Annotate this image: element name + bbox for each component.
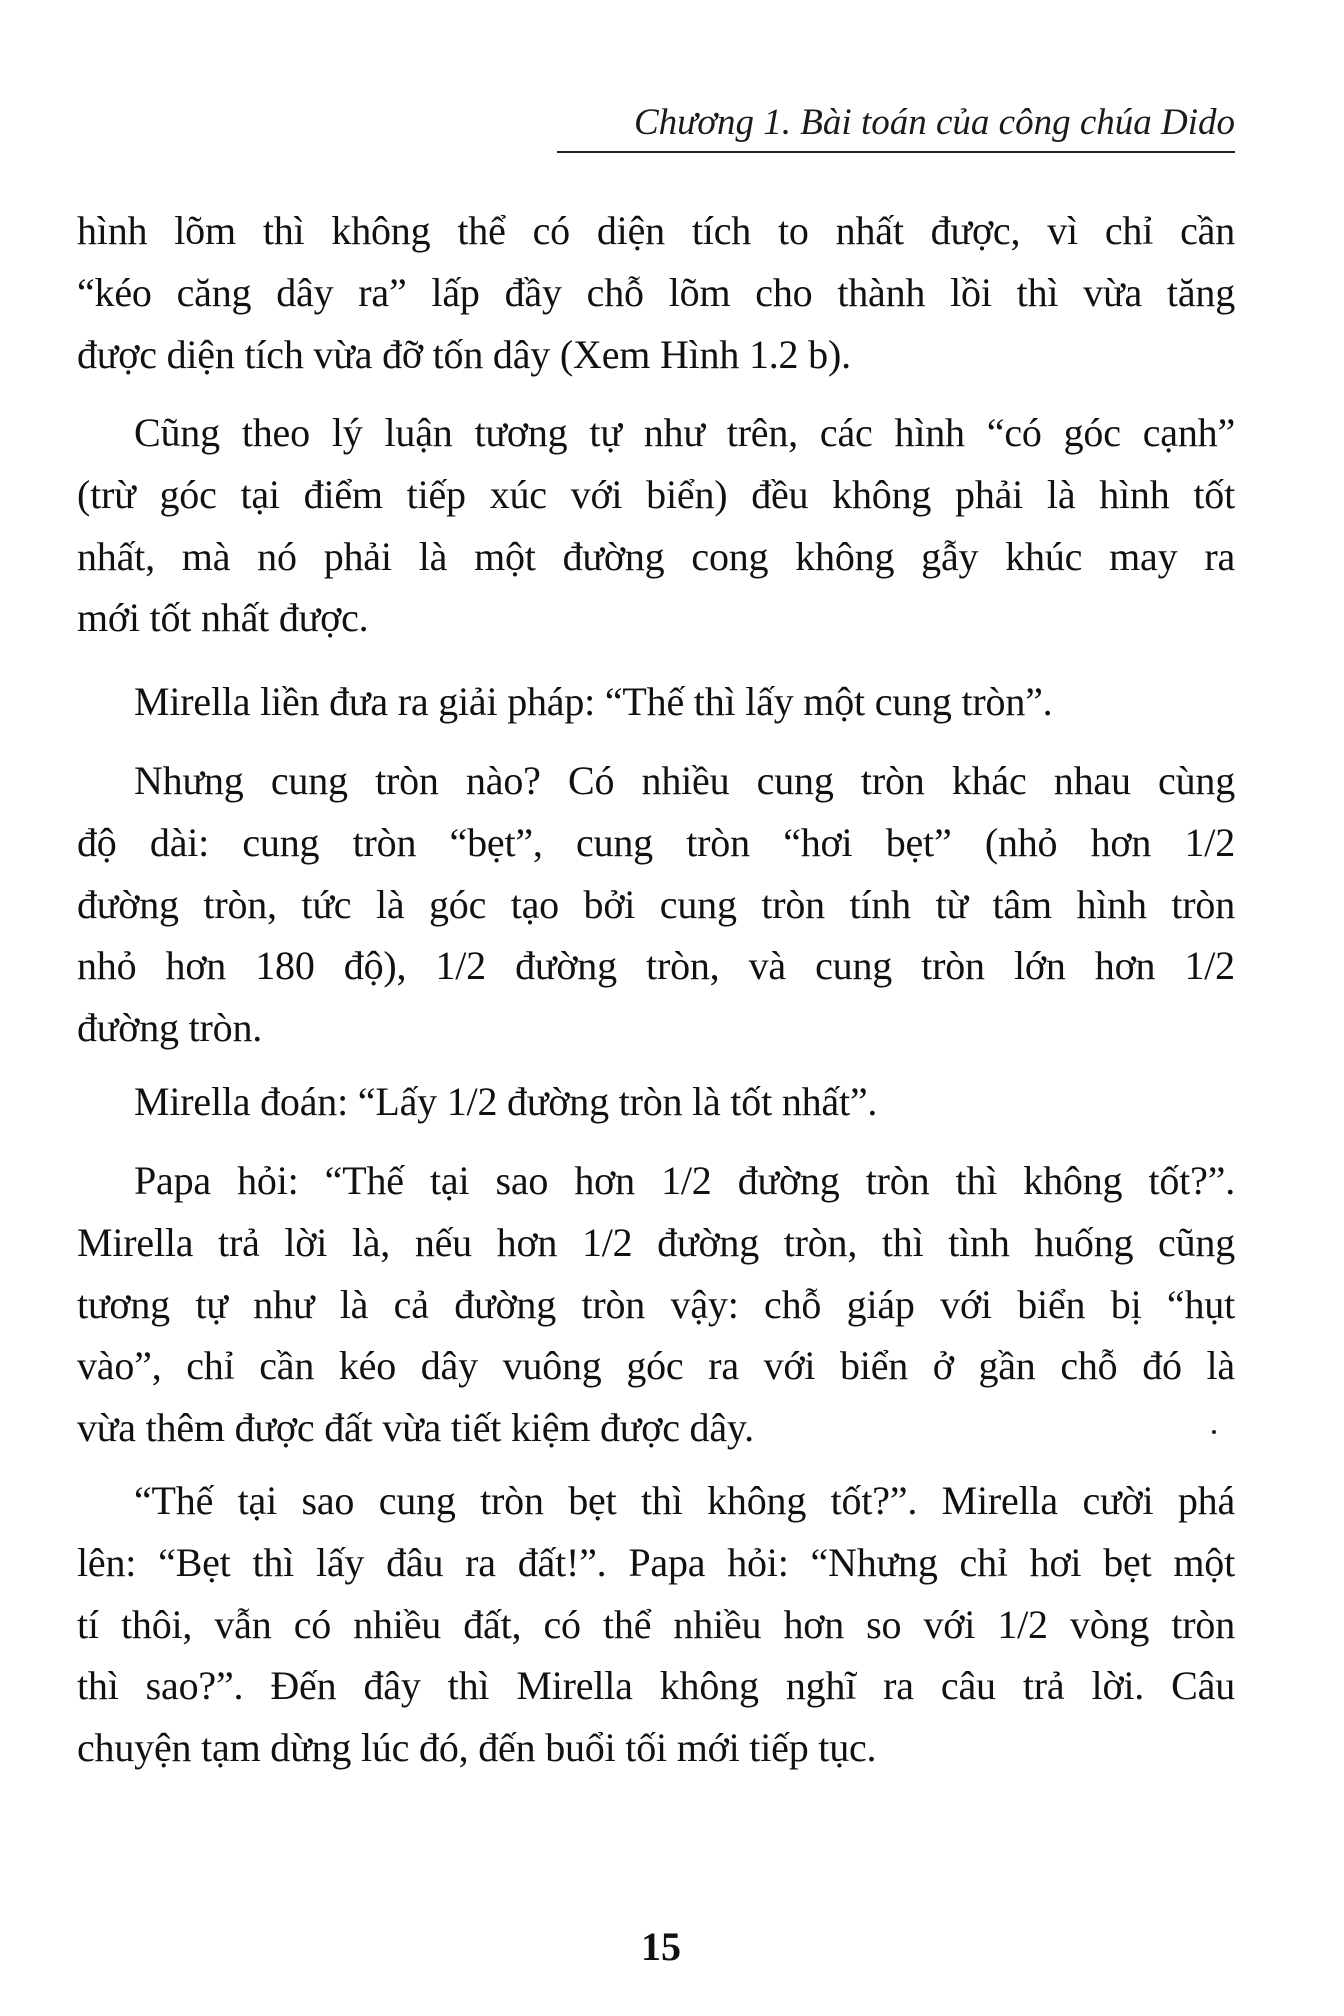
running-header: Chương 1. Bài toán của công chúa Dido: [633, 102, 1235, 143]
text-line: hình lõm thì không thể có diện tích to nhất được, vì chỉ cần: [77, 208, 1235, 253]
text-line: thì sao?”. Đến đây thì Mirella không nghĩ ra câu trả lời. Câu: [77, 1663, 1235, 1709]
paragraph: [77, 1150, 1235, 1459]
paragraph: [77, 200, 1235, 385]
paragraph: [77, 1071, 1235, 1133]
text-line: Mirella liền đưa ra giải pháp: “Thế thì lấy một cung tròn”.: [134, 679, 1053, 724]
text-line: “Thế tại sao cung tròn bẹt thì không tốt?”. Mirella cười phá: [134, 1478, 1235, 1523]
text-line: vào”, chỉ cần kéo dây vuông góc ra với biển ở gần chỗ đó là: [77, 1343, 1235, 1389]
text-line: vừa thêm được đất vừa tiết kiệm được dây.: [77, 1405, 754, 1451]
paragraph: [77, 1470, 1235, 1779]
paragraph: [77, 671, 1235, 733]
text-line: nhỏ hơn 180 độ), 1/2 đường tròn, và cung tròn lớn hơn 1/2: [77, 943, 1235, 989]
text-line: đường tròn.: [77, 1005, 263, 1051]
paragraph: [77, 750, 1235, 1059]
text-line: (trừ góc tại điểm tiếp xúc với biển) đều không phải là hình tốt: [77, 471, 1235, 517]
paragraph: [77, 402, 1235, 649]
header-rule: [557, 151, 1235, 153]
text-line: lên: “Bẹt thì lấy đâu ra đất!”. Papa hỏi: “Nhưng chỉ hơi bẹt một: [77, 1539, 1235, 1585]
text-line: tí thôi, vẫn có nhiều đất, có thể nhiều hơn so với 1/2 vòng tròn: [77, 1601, 1235, 1647]
text-line: Papa hỏi: “Thế tại sao hơn 1/2 đường tròn thì không tốt?”.: [134, 1158, 1235, 1203]
page-number: 15: [641, 1924, 681, 1969]
text-line: mới tốt nhất được.: [77, 595, 369, 641]
text-line: Mirella trả lời là, nếu hơn 1/2 đường tròn, thì tình huống cũng: [77, 1219, 1235, 1265]
text-line: “kéo căng dây ra” lấp đầy chỗ lõm cho thành lồi thì vừa tăng: [77, 269, 1235, 315]
text-line: nhất, mà nó phải là một đường cong không gẫy khúc may ra: [77, 533, 1235, 579]
text-line: được diện tích vừa đỡ tốn dây (Xem Hình 1.2 b).: [77, 331, 851, 377]
text-line: Cũng theo lý luận tương tự như trên, các hình “có góc cạnh”: [134, 410, 1235, 455]
scan-speck: [1212, 1430, 1216, 1434]
text-line: Mirella đoán: “Lấy 1/2 đường tròn là tốt nhất”.: [134, 1079, 878, 1124]
text-line: đường tròn, tức là góc tạo bởi cung tròn tính từ tâm hình tròn: [77, 881, 1235, 927]
text-line: tương tự như là cả đường tròn vậy: chỗ giáp với biển bị “hụt: [77, 1281, 1235, 1327]
text-line: Nhưng cung tròn nào? Có nhiều cung tròn khác nhau cùng: [134, 758, 1235, 803]
text-line: độ dài: cung tròn “bẹt”, cung tròn “hơi bẹt” (nhỏ hơn 1/2: [77, 819, 1235, 865]
text-line: chuyện tạm dừng lúc đó, đến buổi tối mới tiếp tục.: [77, 1725, 877, 1771]
